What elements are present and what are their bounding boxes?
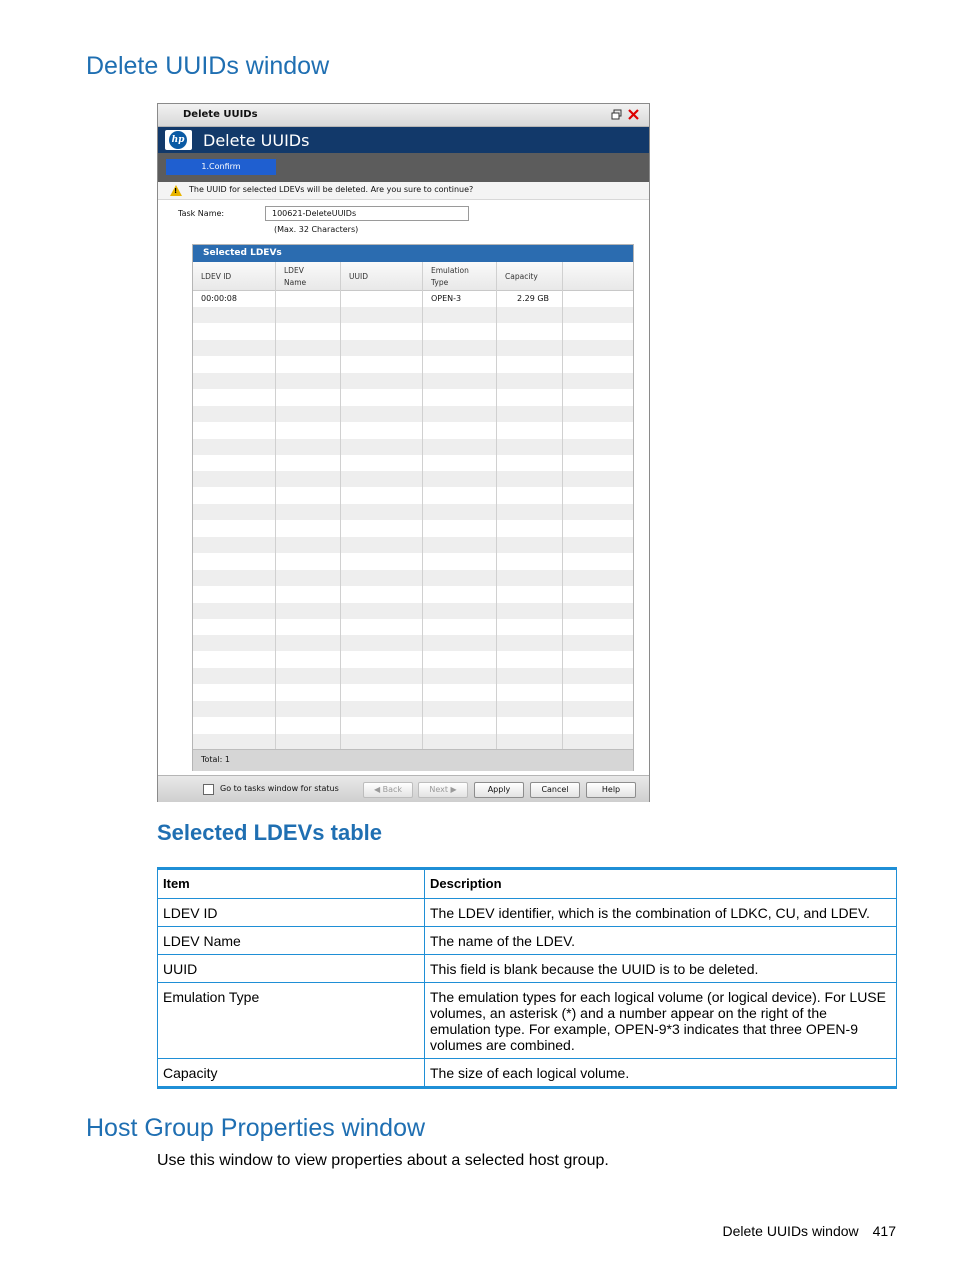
total-count: Total: 1 <box>201 755 231 764</box>
empty-table-row <box>193 717 633 733</box>
cell-emulation-type: OPEN-3 <box>431 294 462 303</box>
grid-divider <box>562 262 563 749</box>
row-item: LDEV ID <box>158 899 425 927</box>
row-item: LDEV Name <box>158 927 425 955</box>
column-uuid-label: UUID <box>349 272 368 281</box>
panel-footer <box>193 749 633 771</box>
table-header-row <box>158 869 897 899</box>
empty-table-row <box>193 488 633 504</box>
selected-ldevs-panel <box>192 244 634 771</box>
empty-table-row <box>193 455 633 471</box>
table-row <box>158 927 897 955</box>
column-ldev-name-line1: LDEV <box>284 266 304 275</box>
restore-icon[interactable] <box>611 109 622 120</box>
row-description: The size of each logical volume. <box>425 1059 897 1088</box>
page-footer <box>722 1223 896 1239</box>
empty-table-row <box>193 307 633 323</box>
empty-table-row <box>193 668 633 684</box>
hp-logo-text: hp <box>169 131 187 149</box>
task-name-label: Task Name: <box>178 209 225 218</box>
empty-table-row <box>193 324 633 340</box>
go-to-tasks-checkbox[interactable] <box>203 784 214 795</box>
restore-icon-glyph <box>611 109 622 120</box>
grid-divider <box>275 262 276 749</box>
grid-header <box>193 262 633 291</box>
task-name-hint: (Max. 32 Characters) <box>274 225 359 234</box>
column-ldev-name-line2: Name <box>284 278 307 287</box>
empty-table-row <box>193 521 633 537</box>
row-description: The emulation types for each logical volume (or logical device). For LUSE volumes, an asterisk (*) and a number appear on the right of the emulation type. For example, OPEN-9*3 indicates that three OPEN-9 volumes are combined. <box>425 983 897 1059</box>
step-confirm[interactable]: 1.Confirm <box>166 159 276 175</box>
go-to-tasks-label: Go to tasks window for status <box>220 784 339 793</box>
row-item: Emulation Type <box>158 983 425 1059</box>
selected-ldevs-description-table <box>157 867 897 1089</box>
row-description: This field is blank because the UUID is to be deleted. <box>425 955 897 983</box>
empty-table-row <box>193 734 633 749</box>
table-row[interactable] <box>193 291 633 307</box>
next-button[interactable]: Next ▶ <box>418 782 468 798</box>
cell-capacity: 2.29 GB <box>517 294 550 303</box>
empty-table-row <box>193 340 633 356</box>
button-bar <box>158 775 649 802</box>
empty-table-row <box>193 553 633 569</box>
column-ldev-id[interactable] <box>193 262 276 290</box>
window-titlebar <box>158 104 649 127</box>
header-description: Description <box>425 869 897 899</box>
column-emulation-line2: Type <box>431 278 449 287</box>
delete-uuids-dialog <box>157 103 650 802</box>
close-icon-glyph <box>628 109 639 120</box>
grid-divider <box>422 262 423 749</box>
grid-divider <box>340 262 341 749</box>
window-header <box>158 127 649 153</box>
empty-table-row <box>193 685 633 701</box>
delete-uuids-heading: Delete UUIDs window <box>86 52 330 80</box>
header-title: Delete UUIDs <box>203 131 310 150</box>
selected-ldevs-heading: Selected LDEVs table <box>157 820 382 845</box>
help-button[interactable]: Help <box>586 782 636 798</box>
empty-table-row <box>193 537 633 553</box>
column-ldev-name[interactable] <box>276 262 341 290</box>
empty-table-row <box>193 586 633 602</box>
grid-body <box>193 291 633 749</box>
column-uuid[interactable] <box>341 262 423 290</box>
column-capacity-label: Capacity <box>505 272 538 281</box>
table-row <box>158 955 897 983</box>
empty-table-row <box>193 471 633 487</box>
empty-table-row <box>193 603 633 619</box>
table-row <box>158 1059 897 1088</box>
apply-button[interactable]: Apply <box>474 782 524 798</box>
panel-title: Selected LDEVs <box>203 248 282 258</box>
page-number: 417 <box>872 1223 896 1239</box>
empty-table-row <box>193 357 633 373</box>
panel-header <box>193 245 633 262</box>
empty-table-row <box>193 504 633 520</box>
warning-icon: ! <box>170 185 182 196</box>
table-row <box>158 899 897 927</box>
column-ldev-id-label: LDEV ID <box>201 272 232 281</box>
column-capacity[interactable] <box>497 262 563 290</box>
table-row <box>158 983 897 1059</box>
window-title: Delete UUIDs <box>183 109 258 120</box>
empty-table-row <box>193 439 633 455</box>
close-icon[interactable] <box>628 109 639 120</box>
column-emulation-type[interactable] <box>423 262 497 290</box>
back-button[interactable]: ◀ Back <box>363 782 413 798</box>
row-item: UUID <box>158 955 425 983</box>
task-name-input[interactable] <box>265 206 469 221</box>
column-emulation-line1: Emulation <box>431 266 469 275</box>
hp-logo <box>165 130 192 150</box>
cancel-button[interactable]: Cancel <box>530 782 580 798</box>
host-group-heading: Host Group Properties window <box>86 1114 426 1142</box>
empty-table-row <box>193 701 633 717</box>
row-item: Capacity <box>158 1059 425 1088</box>
row-description: The name of the LDEV. <box>425 927 897 955</box>
empty-table-row <box>193 570 633 586</box>
host-group-description: Use this window to view properties about a selected host group. <box>157 1152 609 1169</box>
warning-text: The UUID for selected LDEVs will be deleted. Are you sure to continue? <box>189 185 474 194</box>
cell-ldev-id: 00:00:08 <box>201 294 237 303</box>
wizard-step-bar <box>158 153 649 182</box>
empty-table-row <box>193 389 633 405</box>
empty-table-row <box>193 422 633 438</box>
empty-table-row <box>193 406 633 422</box>
header-item: Item <box>158 869 425 899</box>
empty-table-row <box>193 635 633 651</box>
row-description: The LDEV identifier, which is the combination of LDKC, CU, and LDEV. <box>425 899 897 927</box>
empty-table-row <box>193 619 633 635</box>
empty-table-row <box>193 652 633 668</box>
warning-message <box>158 182 649 200</box>
footer-section: Delete UUIDs window <box>722 1223 859 1239</box>
grid-divider <box>496 262 497 749</box>
empty-table-row <box>193 373 633 389</box>
